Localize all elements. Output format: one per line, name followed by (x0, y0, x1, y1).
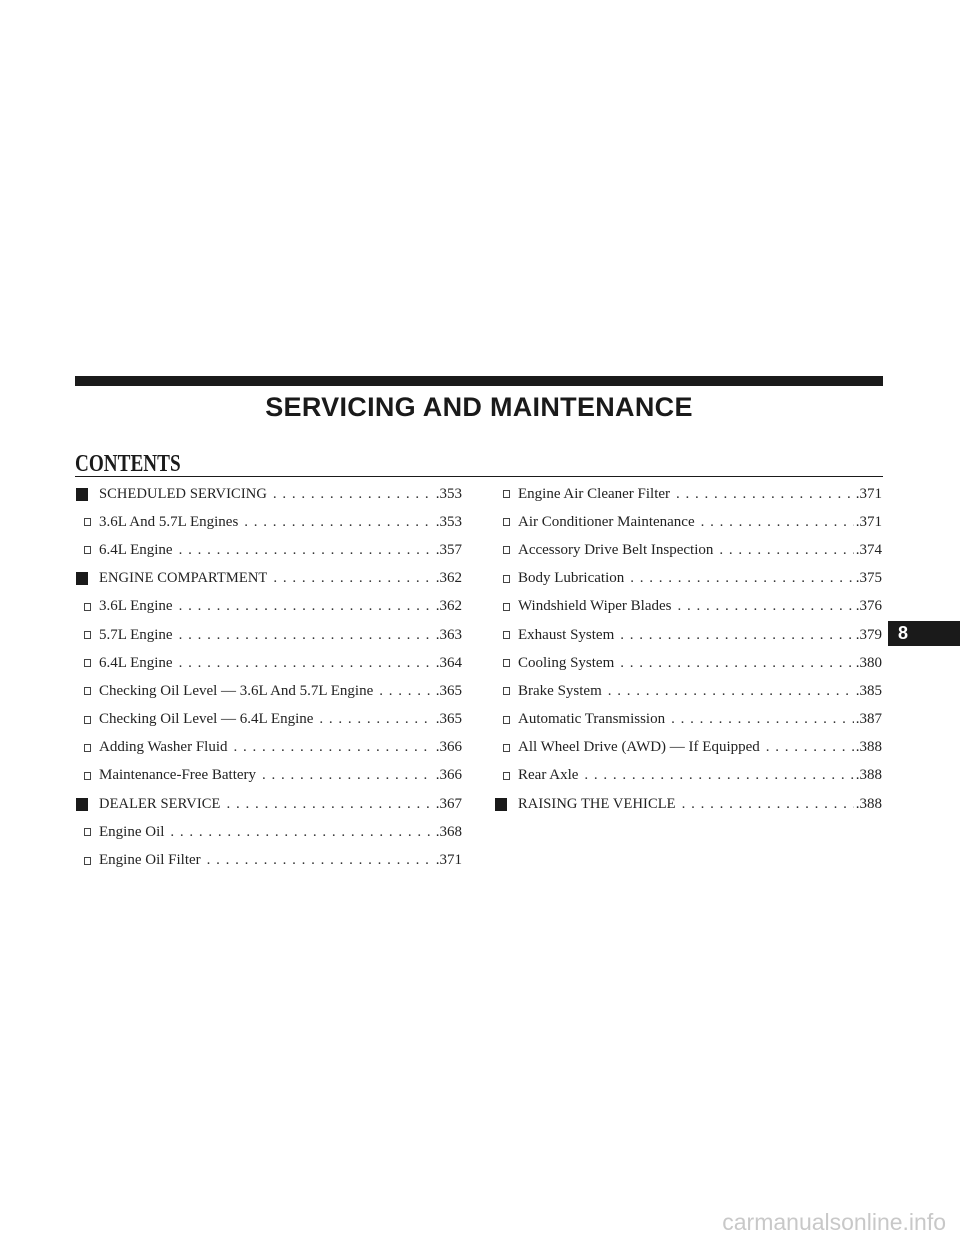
toc-entry[interactable] (75, 734, 462, 762)
toc-entry-page: .365 (435, 682, 462, 699)
dot-leader (319, 711, 433, 728)
toc-entry[interactable] (494, 649, 882, 677)
toc-entry[interactable] (494, 762, 882, 790)
toc-entry-label: 5.7L Engine (99, 626, 173, 643)
toc-entry-label: SCHEDULED SERVICING (99, 485, 267, 502)
dot-leader (226, 796, 433, 813)
toc-entry[interactable] (75, 818, 462, 846)
toc-entry-page: .388 (855, 767, 882, 784)
hollow-square-bullet-icon (84, 631, 91, 639)
toc-entry[interactable] (75, 508, 462, 536)
hollow-square-bullet-icon (503, 575, 510, 583)
hollow-square-bullet-icon (503, 659, 510, 667)
toc-entry[interactable] (75, 536, 462, 564)
toc-entry-label: RAISING THE VEHICLE (518, 795, 676, 812)
hollow-square-bullet-icon (503, 546, 510, 554)
toc-entry[interactable] (494, 677, 882, 705)
filled-square-bullet-icon (76, 572, 88, 585)
toc-entry[interactable] (494, 536, 882, 564)
toc-entry-page: .353 (435, 513, 462, 530)
toc-entry-page: .366 (435, 739, 462, 756)
dot-leader (179, 627, 434, 644)
dot-leader (620, 627, 854, 644)
hollow-square-bullet-icon (503, 518, 510, 526)
toc-entry-label: ENGINE COMPARTMENT (99, 570, 268, 587)
dot-leader (676, 486, 854, 503)
toc-entry-label: 3.6L And 5.7L Engines (99, 513, 239, 530)
toc-entry-page: .362 (435, 570, 462, 587)
toc-entry-label: 6.4L Engine (99, 541, 173, 558)
toc-entry-label: Exhaust System (518, 626, 615, 643)
toc-entry-page: .357 (435, 541, 462, 558)
toc-entry[interactable] (75, 762, 462, 790)
toc-entry-label: Brake System (518, 682, 602, 699)
toc-entry-label: 3.6L Engine (99, 598, 173, 615)
hollow-square-bullet-icon (84, 687, 91, 695)
toc-entry[interactable] (494, 565, 882, 593)
chapter-header-bar (75, 376, 883, 386)
dot-leader (234, 739, 434, 756)
hollow-square-bullet-icon (503, 687, 510, 695)
toc-entry-page: .376 (855, 598, 882, 615)
hollow-square-bullet-icon (84, 828, 91, 836)
dot-leader (273, 486, 434, 503)
watermark: carmanualsonline.info (722, 1209, 946, 1235)
toc-entry-page: .388 (855, 739, 882, 756)
dot-leader (179, 542, 434, 559)
hollow-square-bullet-icon (84, 603, 91, 611)
hollow-square-bullet-icon (503, 603, 510, 611)
toc-entry-page: .362 (435, 598, 462, 615)
toc-entry[interactable] (75, 790, 462, 818)
chapter-tab[interactable]: 8 (888, 621, 960, 646)
contents-heading: CONTENTS (75, 451, 181, 477)
toc-entry-label: Rear Axle (518, 767, 579, 784)
toc-entry-page: .388 (855, 795, 882, 812)
hollow-square-bullet-icon (503, 744, 510, 752)
dot-leader (207, 852, 434, 869)
toc-entry-label: Engine Oil Filter (99, 852, 201, 869)
toc-entry-page: .364 (435, 654, 462, 671)
dot-leader (766, 739, 854, 756)
toc-entry-label: Maintenance-Free Battery (99, 767, 257, 784)
toc-entry-page: .371 (435, 852, 462, 869)
toc-entry[interactable] (494, 480, 882, 508)
toc-entry[interactable] (494, 790, 882, 818)
dot-leader (630, 570, 854, 587)
dot-leader (671, 711, 854, 728)
dot-leader (170, 824, 433, 841)
toc-entry-page: .365 (435, 711, 462, 728)
filled-square-bullet-icon (495, 798, 507, 811)
filled-square-bullet-icon (76, 488, 88, 501)
dot-leader (244, 514, 433, 531)
toc-entry-page: .387 (855, 711, 882, 728)
toc-entry[interactable] (494, 508, 882, 536)
hollow-square-bullet-icon (503, 716, 510, 724)
filled-square-bullet-icon (76, 798, 88, 811)
toc-entry-label: Body Lubrication (518, 570, 625, 587)
toc-entry-label: All Wheel Drive (AWD) — If Equipped (518, 739, 760, 756)
toc-entry[interactable] (494, 621, 882, 649)
toc-entry-label: Adding Washer Fluid (99, 739, 228, 756)
dot-leader (584, 767, 853, 784)
toc-entry-page: .368 (435, 823, 462, 840)
toc-entry-label: Engine Air Cleaner Filter (518, 485, 671, 502)
dot-leader (379, 683, 433, 700)
toc-entry-page: .380 (855, 654, 882, 671)
toc-entry-page: .353 (435, 485, 462, 502)
hollow-square-bullet-icon (84, 518, 91, 526)
hollow-square-bullet-icon (84, 716, 91, 724)
toc-entry-label: Air Conditioner Maintenance (518, 513, 695, 530)
toc-entry-page: .366 (435, 767, 462, 784)
toc-entry-page: .371 (855, 513, 882, 530)
chapter-title: SERVICING AND MAINTENANCE (265, 392, 693, 422)
hollow-square-bullet-icon (503, 772, 510, 780)
toc-entry-label: 6.4L Engine (99, 654, 173, 671)
toc-entry[interactable] (75, 480, 462, 508)
toc-entry[interactable] (494, 706, 882, 734)
toc-entry-page: .379 (855, 626, 882, 643)
hollow-square-bullet-icon (503, 490, 510, 498)
toc-right-column (494, 480, 882, 818)
toc-left-column (75, 480, 462, 875)
dot-leader (701, 514, 854, 531)
dot-leader (682, 796, 854, 813)
toc-entry-label: Engine Oil (99, 823, 165, 840)
toc-entry[interactable] (494, 593, 882, 621)
dot-leader (262, 767, 434, 784)
toc-entry[interactable] (75, 846, 462, 874)
toc-entry-label: Accessory Drive Belt Inspection (518, 541, 714, 558)
toc-entry-label: DEALER SERVICE (99, 795, 221, 812)
toc-entry[interactable] (75, 677, 462, 705)
dot-leader (620, 655, 853, 672)
dot-leader (179, 598, 434, 615)
toc-entry[interactable] (75, 649, 462, 677)
toc-entry[interactable] (75, 593, 462, 621)
toc-entry-page: .385 (855, 682, 882, 699)
dot-leader (273, 570, 433, 587)
hollow-square-bullet-icon (84, 546, 91, 554)
toc-entry[interactable] (75, 706, 462, 734)
toc-entry[interactable] (75, 565, 462, 593)
toc-entry-page: .367 (435, 795, 462, 812)
dot-leader (719, 542, 853, 559)
hollow-square-bullet-icon (84, 659, 91, 667)
toc-entry-label: Checking Oil Level — 6.4L Engine (99, 711, 314, 728)
hollow-square-bullet-icon (84, 772, 91, 780)
toc-entry-label: Automatic Transmission (518, 711, 666, 728)
toc-entry-label: Checking Oil Level — 3.6L And 5.7L Engine (99, 682, 374, 699)
dot-leader (179, 655, 434, 672)
toc-entry-page: .374 (855, 541, 882, 558)
toc-entry[interactable] (494, 734, 882, 762)
contents-divider (75, 476, 883, 477)
dot-leader (608, 683, 854, 700)
toc-entry[interactable] (75, 621, 462, 649)
toc-entry-page: .371 (855, 485, 882, 502)
hollow-square-bullet-icon (84, 744, 91, 752)
hollow-square-bullet-icon (84, 857, 91, 865)
toc-entry-label: Cooling System (518, 654, 615, 671)
hollow-square-bullet-icon (503, 631, 510, 639)
toc-entry-page: .363 (435, 626, 462, 643)
dot-leader (678, 598, 854, 615)
toc-entry-label: Windshield Wiper Blades (518, 598, 672, 615)
toc-entry-page: .375 (855, 570, 882, 587)
